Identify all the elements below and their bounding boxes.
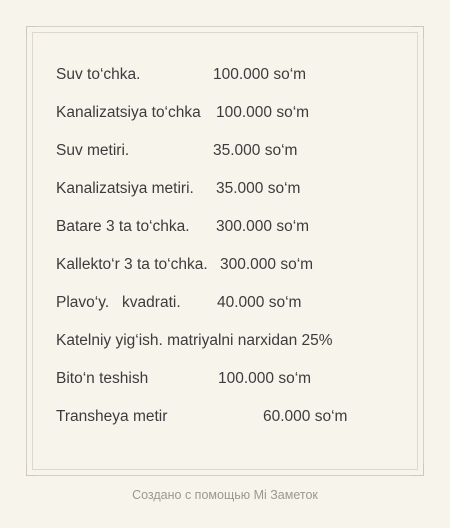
price-line-item: Suv metiri. (56, 142, 130, 159)
price-line-price: 35.000 so‘m (216, 180, 301, 197)
price-line-price: 40.000 so‘m (217, 294, 302, 311)
app-watermark-footer: Создано с помощью Mi Заметок (132, 488, 318, 502)
price-line-item: Kallekto‘r 3 ta to‘chka. (56, 256, 208, 273)
frame-corner-ornament (26, 26, 38, 38)
price-line (56, 326, 416, 364)
price-line-price: 35.000 so‘m (213, 142, 298, 159)
frame-corner-ornament (412, 26, 424, 38)
price-line-price: 100.000 so‘m (216, 104, 310, 121)
price-line (56, 250, 416, 288)
price-line (56, 60, 416, 98)
price-line-item: Kanalizatsiya metiri. (56, 180, 194, 197)
price-line-price: 100.000 so‘m (213, 66, 307, 83)
price-line-price: 300.000 so‘m (216, 218, 310, 235)
note-body (56, 60, 416, 440)
price-line (56, 98, 416, 136)
price-line (56, 402, 416, 440)
price-line-item: Kanalizatsiya to‘chka (56, 104, 201, 121)
price-line-item: Katelniy yig‘ish. matriyalni narxidan 25% (56, 332, 333, 349)
frame-corner-ornament (412, 464, 424, 476)
price-line (56, 288, 416, 326)
price-line-item: Bito‘n teshish (56, 370, 149, 387)
price-line-item: Batare 3 ta to‘chka. (56, 218, 190, 235)
price-line-price: 100.000 so‘m (218, 370, 312, 387)
price-line-item: Plavo‘y. kvadrati. (56, 294, 181, 311)
price-line-item: Suv to‘chka. (56, 66, 141, 83)
price-line-price: 300.000 so‘m (220, 256, 314, 273)
price-line-price: 60.000 so‘m (263, 408, 348, 425)
frame-corner-ornament (26, 464, 38, 476)
price-line (56, 174, 416, 212)
price-line (56, 136, 416, 174)
price-line (56, 364, 416, 402)
price-line-item: Transheya metir (56, 408, 168, 425)
price-line (56, 212, 416, 250)
